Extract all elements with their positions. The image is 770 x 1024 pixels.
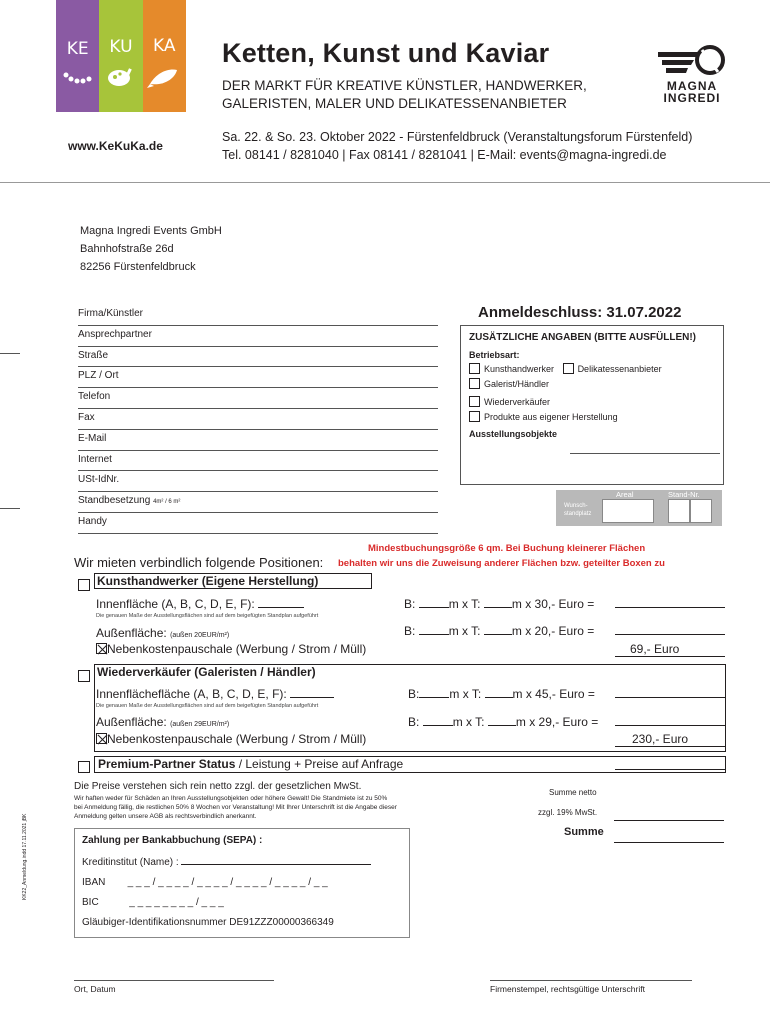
betriebsart-row — [469, 410, 715, 425]
areal-input[interactable] — [602, 499, 654, 523]
row-label: Innenfläche (A, B, C, D, E, F): — [96, 597, 255, 611]
sepa-heading: Zahlung per Bankabbuchung (SEPA) : — [82, 835, 263, 846]
unit-label: m — [512, 687, 523, 701]
field-ustid[interactable] — [78, 471, 438, 492]
field-label: Fax — [78, 411, 95, 423]
wv-neben-total-line — [615, 746, 725, 747]
wv-aussen-calc — [408, 715, 598, 729]
wv-innen-total-line[interactable] — [615, 697, 725, 698]
sum-net-label: Summe netto — [549, 788, 597, 797]
field-standbesetzung[interactable] — [78, 492, 438, 513]
kh-aussen-calc — [404, 624, 594, 638]
sum-total-line[interactable] — [614, 842, 724, 843]
logo-letters-ku: KU — [109, 36, 133, 57]
terms-line: bei Anmeldung fällig, die restlichen 50% 8 Wochen vor Veranstaltung! Mit Ihrer Unterschrift ist die Angabe dieser — [74, 804, 397, 811]
checkbox-wiederverkaeufer[interactable] — [469, 396, 480, 407]
b-label: B: — [404, 597, 416, 611]
iban-label: IBAN — [82, 877, 106, 888]
t-label: T: — [475, 715, 485, 729]
sepa-kredit-row — [82, 855, 402, 868]
event-contact: Tel. 08141 / 8281040 | Fax 08141 / 8281041 | E-Mail: events@magna-ingredi.de — [222, 148, 667, 162]
bic-input[interactable]: _ _ _ _ _ _ _ _ / _ _ _ — [129, 897, 224, 908]
wiederverkaeufer-title: Wiederverkäufer (Galeristen / Händler) — [97, 665, 316, 679]
kunsthandwerker-section — [94, 573, 726, 659]
row-label: Innenflächefläche (A, B, C, D, E, F): — [96, 687, 287, 701]
premium-total-line[interactable] — [615, 769, 725, 770]
depth-input[interactable] — [484, 598, 512, 608]
address-line: Magna Ingredi Events GmbH — [80, 225, 222, 237]
label-part: Wunsch- — [564, 503, 588, 509]
row-hint: (außen 20EUR/m²) — [170, 632, 230, 639]
width-input[interactable] — [419, 688, 449, 698]
kredit-input[interactable] — [181, 855, 371, 865]
logo-tile-ke — [56, 0, 99, 112]
fold-mark — [0, 508, 20, 509]
website-link[interactable]: www.KeKuKa.de — [68, 139, 163, 153]
t-label: T: — [471, 687, 482, 701]
row-label: Außenfläche: — [96, 626, 167, 640]
field-hint: 4m² / 6 m² — [153, 499, 181, 506]
page-subtitle — [222, 77, 587, 113]
stamp-signature-label: Firmenstempel, rechtsgültige Unterschrift — [490, 984, 645, 994]
checkbox-kunsthandwerker[interactable] — [469, 363, 480, 374]
row-label: Nebenkostenpauschale (Werbung / Strom / Müll) — [107, 732, 367, 746]
unit-label: m — [515, 715, 526, 729]
kh-aussen-row — [96, 626, 229, 640]
field-telefon[interactable] — [78, 388, 438, 409]
wiederverkaeufer-checkbox[interactable] — [78, 667, 90, 686]
necklace-icon — [62, 69, 94, 90]
price-label: x 45,- Euro = — [525, 687, 595, 701]
glaeubiger-id: Gläubiger-Identifikationsnummer DE91ZZZ00000366349 — [82, 917, 334, 928]
price-label: x 29,- Euro = — [529, 715, 599, 729]
kh-neben-price: 69,- Euro — [630, 642, 680, 656]
recipient-address — [80, 222, 222, 276]
print-file-note: KK22_Anmeldung.indd 17.11.2021 jBK — [22, 813, 28, 900]
logo-letters-ka: KA — [153, 35, 176, 56]
checked-checkbox-icon[interactable] — [96, 643, 107, 654]
field-label: Handy — [78, 515, 107, 527]
wv-aussen-total-line[interactable] — [615, 725, 725, 726]
kh-neben-row — [96, 642, 366, 656]
b-label: B: — [408, 715, 420, 729]
event-info — [222, 128, 692, 164]
betriebsart-row — [469, 377, 715, 392]
terms-line: Wir haften weder für Schäden an Ihren Ausstellungsobjekten oder höhere Gewalt! Die Standmiete ist zu 50% — [74, 795, 388, 802]
betriebsart-row — [469, 395, 715, 410]
betriebsart-row — [469, 362, 715, 377]
depth-input[interactable] — [485, 688, 513, 698]
t-label: T: — [471, 624, 481, 638]
option-label: Galerist/Händler — [484, 379, 550, 389]
wordmark-line: INGREDI — [663, 91, 721, 105]
price-label: x 30,- Euro = — [525, 597, 595, 611]
kunsthandwerker-title: Kunsthandwerker (Eigene Herstellung) — [97, 574, 319, 588]
sepa-bic-row — [82, 897, 402, 908]
field-label: Ansprechpartner — [78, 328, 152, 340]
t-label: T: — [471, 597, 481, 611]
unit-label: m — [448, 597, 459, 611]
additional-info-box — [460, 325, 724, 485]
wv-innen-calc — [408, 687, 595, 701]
wordmark-line: MAGNA — [666, 79, 718, 93]
wv-neben-row — [96, 732, 366, 746]
price-label: x 20,- Euro = — [525, 624, 595, 638]
stand-nr-input-2[interactable] — [690, 499, 712, 523]
x-label: x — [462, 624, 469, 638]
event-date: Sa. 22. & So. 23. Oktober 2022 - Fürstenfeldbruck (Veranstaltungsforum Fürstenfeld) — [222, 130, 693, 144]
wv-aussen-row — [96, 715, 229, 729]
contact-fields — [78, 305, 438, 534]
logo-tile-ku — [99, 0, 142, 112]
unit-label: m — [511, 597, 522, 611]
stand-nr-input-1[interactable] — [668, 499, 690, 523]
field-internet[interactable] — [78, 451, 438, 472]
areal-label: Areal — [616, 490, 634, 499]
fish-icon — [147, 66, 181, 93]
field-handy[interactable] — [78, 513, 438, 534]
date-place-label: Ort, Datum — [74, 984, 116, 994]
wiederverkaeufer-section — [94, 664, 726, 752]
x-label: x — [462, 687, 469, 701]
field-label: E-Mail — [78, 432, 107, 444]
row-label: Nebenkostenpauschale (Werbung / Strom / Müll) — [107, 642, 367, 656]
kh-innen-note: Die genauen Maße der Ausstellungsflächen sind auf dem beigefügten Standplan aufgeführt — [96, 613, 319, 619]
field-label: Straße — [78, 349, 109, 361]
positions-intro: Wir mieten verbindlich folgende Positionen: — [74, 555, 324, 570]
width-input[interactable] — [419, 598, 449, 608]
address-line: 82256 Fürstenfeldbruck — [80, 261, 196, 273]
depth-input[interactable] — [488, 716, 516, 726]
ausstellungsobjekte-line[interactable] — [570, 453, 720, 454]
x-label: x — [466, 715, 473, 729]
ausstellungsobjekte-label: Ausstellungsobjekte — [469, 429, 558, 439]
width-input[interactable] — [423, 716, 453, 726]
width-input[interactable] — [419, 625, 449, 635]
innen-zone-input[interactable] — [290, 688, 334, 698]
wv-neben-price: 230,- Euro — [632, 732, 689, 746]
unit-label: m — [448, 624, 459, 638]
sepa-box — [74, 828, 410, 938]
terms-text — [74, 794, 474, 821]
logo-letters-ke: KE — [66, 38, 89, 59]
x-label: x — [462, 597, 469, 611]
option-label: Wiederverkäufer — [484, 397, 551, 407]
premium-title: Premium-Partner Status — [98, 757, 236, 771]
innen-zone-input[interactable] — [258, 598, 304, 608]
field-plz-ort[interactable] — [78, 367, 438, 388]
field-label: Telefon — [78, 391, 111, 403]
kh-innen-total-line[interactable] — [615, 607, 725, 608]
subtitle-line: DER MARKT FÜR KREATIVE KÜNSTLER, HANDWERKER, — [222, 78, 587, 93]
kredit-label: Kreditinstitut (Name) : — [82, 857, 179, 868]
checkbox-galerist[interactable] — [469, 378, 480, 389]
stamp-signature-line[interactable] — [490, 980, 692, 981]
field-label: Internet — [78, 453, 112, 465]
option-label: Produkte aus eigener Herstellung — [484, 412, 618, 422]
row-label: Außenfläche: — [96, 715, 167, 729]
field-fax[interactable] — [78, 409, 438, 430]
palette-icon — [106, 67, 136, 92]
kh-neben-total-line — [615, 656, 725, 657]
field-ansprechpartner[interactable] — [78, 326, 438, 347]
stand-nr-label: Stand-Nr. — [668, 490, 700, 499]
sum-vat-label: zzgl. 19% MwSt. — [538, 808, 598, 817]
additional-info-heading: ZUSÄTZLICHE ANGABEN (BITTE AUSFÜLLEN!) — [469, 332, 697, 343]
subtitle-line: GALERISTEN, MALER UND DELIKATESSENANBIETER — [222, 96, 567, 111]
kh-innen-row — [96, 597, 304, 611]
premium-note: / Leistung + Preise auf Anfrage — [238, 757, 404, 771]
terms-notes — [74, 781, 474, 821]
b-label: B: — [408, 687, 420, 701]
wunschstandplatz-label — [564, 502, 591, 518]
date-signature-line[interactable] — [74, 980, 274, 981]
header-divider — [0, 182, 770, 183]
unit-label: m — [511, 624, 522, 638]
depth-input[interactable] — [484, 625, 512, 635]
field-strasse[interactable] — [78, 347, 438, 368]
stand-request-box — [556, 490, 722, 526]
sepa-iban-row — [82, 877, 402, 888]
allocation-note: behalten wir uns die Zuweisung anderer Flächen bzw. geteilter Boxen zu — [338, 558, 665, 569]
b-label: B: — [404, 624, 416, 638]
sum-vat-line[interactable] — [614, 820, 724, 821]
minimum-booking-note: Mindestbuchungsgröße 6 qm. Bei Buchung kleinerer Flächen — [368, 543, 646, 554]
betriebsart-label: Betriebsart: — [469, 350, 520, 360]
field-label: Firma/Künstler — [78, 308, 144, 319]
checked-checkbox-icon[interactable] — [96, 733, 107, 744]
terms-line: Anmeldung gelten unsere AGB als rechtsverbindlich anerkannt. — [74, 813, 257, 820]
kunsthandwerker-checkbox[interactable] — [78, 576, 90, 595]
unit-label: m — [449, 687, 460, 701]
kh-innen-calc — [404, 597, 594, 611]
iban-input[interactable]: _ _ _ / _ _ _ _ / _ _ _ _ / _ _ _ _ / _ _ _ _ / _ _ — [127, 877, 328, 888]
vat-note: Die Preise verstehen sich rein netto zzgl. der gesetzlichen MwSt. — [74, 781, 362, 792]
logo-tile-ka — [143, 0, 186, 112]
premium-checkbox[interactable] — [78, 758, 90, 777]
field-label: USt-IdNr. — [78, 474, 120, 486]
unit-label: m — [452, 715, 463, 729]
checkbox-delikatessen[interactable] — [563, 363, 574, 374]
address-line: Bahnhofstraße 26d — [80, 243, 174, 255]
row-hint: (außen 29EUR/m²) — [170, 721, 230, 728]
registration-deadline: Anmeldeschluss: 31.07.2022 — [478, 304, 682, 321]
fold-mark — [0, 353, 20, 354]
field-firma[interactable] — [78, 305, 438, 326]
premium-section — [94, 756, 726, 773]
wv-innen-row — [96, 687, 334, 701]
premium-row — [98, 757, 403, 771]
bic-label: BIC — [82, 897, 99, 908]
label-part: standplatz — [564, 511, 592, 517]
field-email[interactable] — [78, 430, 438, 451]
sum-total-label: Summe — [564, 826, 604, 838]
kekuka-logo — [56, 0, 186, 112]
field-label: Standbesetzung — [78, 495, 151, 507]
option-label: Kunsthandwerker — [484, 364, 555, 374]
checkbox-eigene-herstellung[interactable] — [469, 411, 480, 422]
field-label: PLZ / Ort — [78, 370, 119, 382]
page-title: Ketten, Kunst und Kaviar — [222, 38, 550, 68]
kh-aussen-total-line[interactable] — [615, 634, 725, 635]
option-label: Delikatessenanbieter — [577, 364, 662, 374]
wv-innen-note: Die genauen Maße der Ausstellungsflächen sind auf dem beigefügten Standplan aufgeführt — [96, 703, 319, 709]
magna-ingredi-wordmark — [656, 80, 728, 104]
